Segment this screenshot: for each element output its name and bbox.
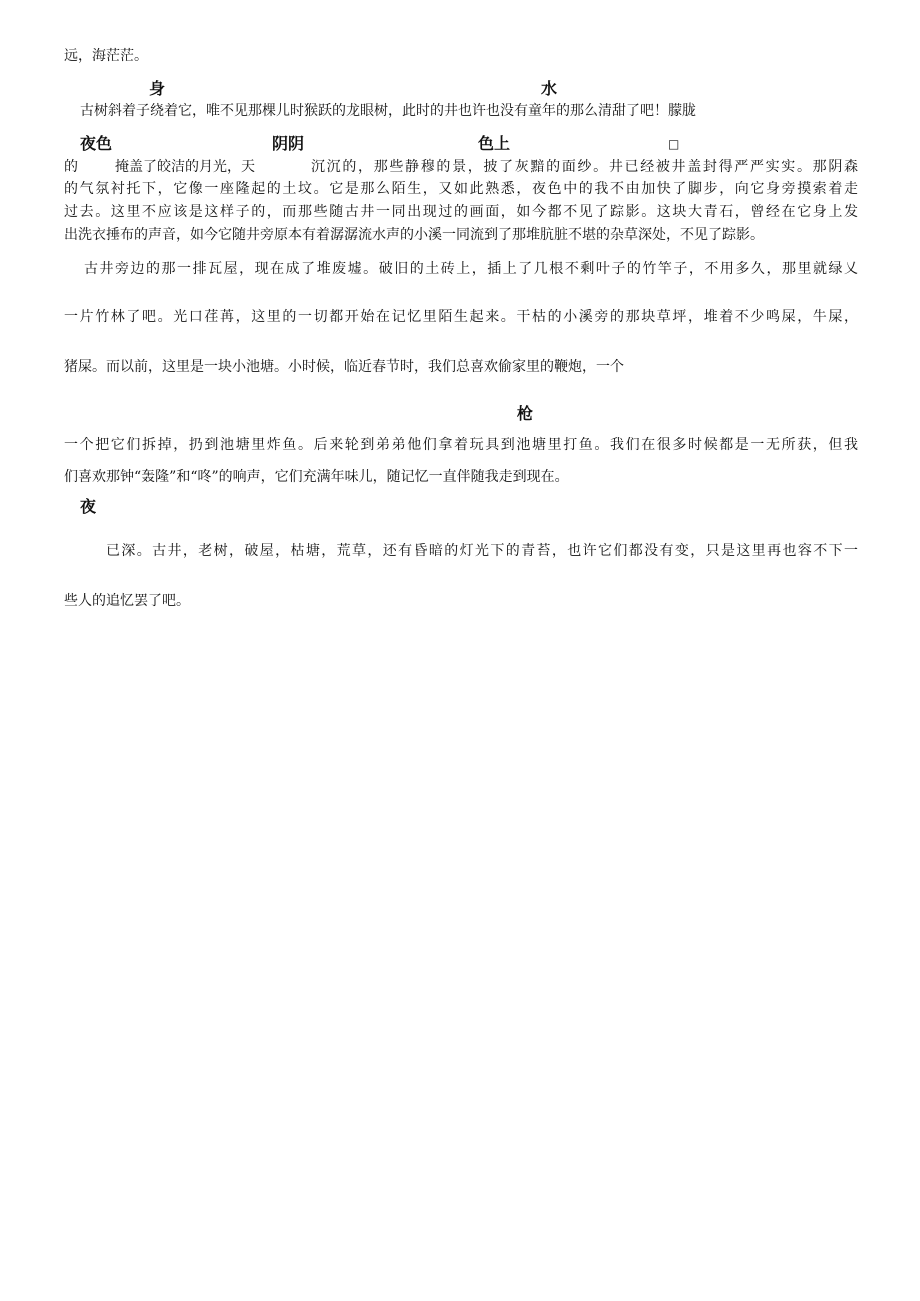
paragraph-2-line-4: 出洗衣捶布的声音，如今它随井旁原本有着潺潺流水声的小溪一同流到了那堆肮脏不堪的杂草深处，不见了踪影。 — [64, 227, 764, 243]
paragraph-2-line-1b: 掩盖了皎洁的月光，天 — [115, 159, 255, 175]
heading-word-yese: 夜色 — [80, 134, 113, 153]
paragraph-1-line: 古树斜着子绕着它，唯不见那棵儿时猴跃的龙眼树，此时的井也许也没有童年的那么清甜了吧！朦胧 — [80, 103, 696, 119]
heading-char-qiang: 枪 — [517, 404, 534, 423]
paragraph-3-line-1: 古井旁边的那一排瓦屋，现在成了堆废墟。破旧的土砖上，插上了几根不剩叶子的竹竿子，不用多久，那里就绿乂 — [84, 261, 858, 277]
paragraph-5-line-2: 些人的追忆罢了吧。 — [64, 593, 190, 609]
paragraph-2-line-1a: 的 — [64, 159, 78, 175]
placeholder-square: □ — [668, 137, 680, 151]
paragraph-5-line-1: 已深。古井，老树，破屋，枯塘，荒草，还有昏暗的灯光下的青苔，也许它们都没有变，只是这里再也容不下一 — [106, 543, 858, 559]
heading-word-yinyin: 阴阴 — [272, 134, 305, 153]
heading-char-shui: 水 — [541, 79, 558, 98]
paragraph-4-line-2: 们喜欢那钟“轰隆”和“咚”的响声，它们充满年味儿，随记忆一直伴随我走到现在。 — [64, 469, 569, 485]
heading-char-ye: 夜 — [80, 497, 97, 516]
paragraph-3-line-2: 一片竹林了吧。光口荏苒，这里的一切都开始在记忆里陌生起来。干枯的小溪旁的那块草坪，堆着不少鸣屎，牛屎， — [64, 309, 858, 325]
heading-char-shen: 身 — [149, 79, 166, 98]
paragraph-3-line-3: 猪屎。而以前，这里是一块小池塘。小时候，临近春节时，我们总喜欢偷家里的鞭炮，一个 — [64, 359, 624, 375]
text-line-top: 远，海茫茫。 — [64, 48, 148, 64]
paragraph-4-line-1: 一个把它们拆掉，扔到池塘里炸鱼。后来轮到弟弟他们拿着玩具到池塘里打鱼。我们在很多时候都是一无所获，但我 — [64, 437, 858, 453]
paragraph-2-line-1c: 沉沉的，那些静穆的景，披了灰黯的面纱。井已经被井盖封得严严实实。那阴森 — [311, 159, 858, 175]
paragraph-2-line-2: 的气氛衬托下，它像一座隆起的土坟。它是那么陌生，又如此熟悉，夜色中的我不由加快了脚步，向它身旁摸索着走 — [64, 181, 858, 197]
heading-word-seshang: 色上 — [478, 134, 511, 153]
paragraph-2-line-3: 过去。这里不应该是这样子的，而那些随古井一同出现过的画面，如今都不见了踪影。这块大青石，曾经在它身上发 — [64, 204, 858, 220]
